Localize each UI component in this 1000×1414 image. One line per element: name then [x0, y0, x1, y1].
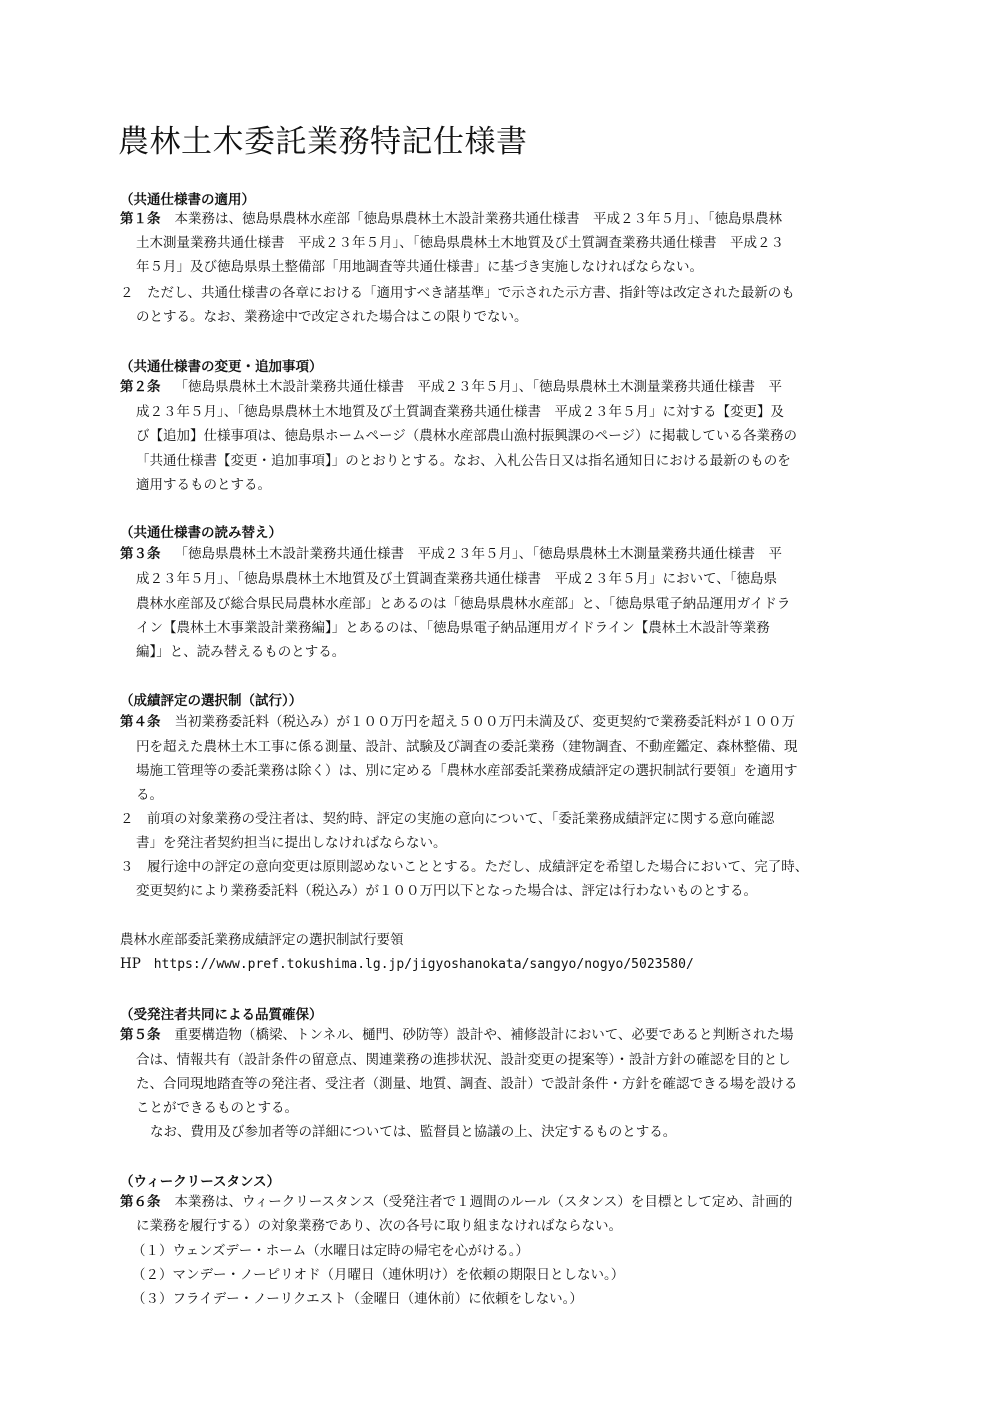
article-line: 第２条 「徳島県農林土木設計業務共通仕様書 平成２３年５月」、「徳島県農林土木測量業務共通仕様書 平 — [120, 379, 782, 395]
section-heading: （共通仕様書の適用） — [120, 192, 255, 208]
article-label: 第４条 — [120, 714, 161, 730]
paragraph-line: ２ 前項の対象業務の受注者は、契約時、評定の実施の意向について、「委託業務成績評定に関する意向確認 — [120, 811, 775, 827]
section-heading: （共通仕様書の読み替え） — [120, 525, 282, 541]
article-line: 成２３年５月」、「徳島県農林土木地質及び土質調査業務共通仕様書 平成２３年５月」に対する【変更】及 — [136, 404, 784, 420]
article-line: び【追加】仕様事項は、徳島県ホームページ（農林水産部農山漁村振興課のページ）に掲載している各業務の — [136, 428, 797, 444]
article-line: 場施工管理等の委託業務は除く）は、別に定める「農林水産部委託業務成績評定の選択制試行要領」を適用す — [136, 763, 798, 779]
list-item: （２）マンデー・ノーピリオド（月曜日（連休明け）を依頼の期限日としない。） — [132, 1267, 625, 1283]
article-line: 合は、情報共有（設計条件の留意点、関連業務の進捗状況、設計変更の提案等）・設計方針の確認を目的とし — [136, 1052, 791, 1068]
article-line: 第１条 本業務は、徳島県農林水産部「徳島県農林土木設計業務共通仕様書 平成２３年５月」、「徳島県農林 — [120, 211, 782, 227]
section-heading: （ウィークリースタンス） — [120, 1174, 281, 1190]
article-line: 第６条 本業務は、ウィークリースタンス（受発注者で１週間のルール（スタンス）を目標として定め、計画的 — [120, 1194, 793, 1210]
paragraph-line: ２ ただし、共通仕様書の各章における「適用すべき諸基準」で示された示方書、指針等は改定された最新のも — [120, 285, 795, 301]
article-label: 第５条 — [120, 1027, 161, 1043]
article-line: 第５条 重要構造物（橋梁、トンネル、樋門、砂防等）設計や、補修設計において、必要であると判断された場 — [120, 1027, 794, 1043]
paragraph-line: のとする。なお、業務途中で改定された場合はこの限りでない。 — [136, 309, 528, 325]
reference-link-line — [120, 954, 694, 976]
article-line: 第３条 「徳島県農林土木設計業務共通仕様書 平成２３年５月」、「徳島県農林土木測量業務共通仕様書 平 — [120, 546, 782, 562]
article-line: ことができるものとする。 — [136, 1100, 298, 1116]
article-line: た、合同現地踏査等の発注者、受注者（測量、地質、調査、設計）で設計条件・方針を確認できる場を設ける — [136, 1076, 798, 1092]
article-line: 円を超えた農林土木工事に係る測量、設計、試験及び調査の委託業務（建物調査、不動産鑑定、森林整備、現 — [136, 739, 798, 755]
article-line: 成２３年５月」、「徳島県農林土木地質及び土質調査業務共通仕様書 平成２３年５月」において、「徳島県 — [136, 571, 777, 587]
article-line: る。 — [136, 787, 163, 803]
article-line: 「共通仕様書【変更・追加事項】」のとおりとする。なお、入札公告日又は指名通知日における最新のものを — [136, 453, 791, 469]
article-line: 編】」と、読み替えるものとする。 — [136, 644, 346, 660]
reference-text: 農林水産部委託業務成績評定の選択制試行要領 — [120, 932, 404, 948]
article-label: 第１条 — [120, 211, 161, 227]
section-heading: （共通仕様書の変更・追加事項） — [120, 359, 323, 375]
article-label: 第６条 — [120, 1194, 161, 1210]
article-line: 第４条 当初業務委託料（税込み）が１００万円を超え５００万円未満及び、変更契約で業務委託料が１００万 — [120, 714, 795, 730]
hp-label: HP — [120, 956, 141, 972]
article-line: イン【農林土木事業設計業務編】」とあるのは、「徳島県電子納品運用ガイドライン【農林土木設計等業務 — [136, 620, 770, 636]
article-line: 適用するものとする。 — [136, 477, 271, 493]
article-line: 年５月」及び徳島県県土整備部「用地調査等共通仕様書」に基づき実施しなければならない。 — [136, 259, 703, 275]
section-heading: （受発注者共同による品質確保） — [120, 1007, 323, 1023]
list-item: （１）ウェンズデー・ホーム（水曜日は定時の帰宅を心がける。） — [132, 1243, 530, 1259]
paragraph-line: 変更契約により業務委託料（税込み）が１００万円以下となった場合は、評定は行わないものとする。 — [136, 883, 757, 899]
article-label: 第３条 — [120, 546, 161, 562]
paragraph-line: 書」を発注者契約担当に提出しなければならない。 — [136, 835, 447, 851]
paragraph-line: ３ 履行途中の評定の意向変更は原則認めないこととする。ただし、成績評定を希望した場合において、完了時、 — [120, 859, 809, 875]
article-line: 土木測量業務共通仕様書 平成２３年５月」、「徳島県農林土木地質及び土質調査業務共通仕様書 平成２３ — [136, 235, 784, 251]
section-heading: （成績評定の選択制（試行）） — [120, 693, 303, 709]
paragraph-line: なお、費用及び参加者等の詳細については、監督員と協議の上、決定するものとする。 — [150, 1124, 677, 1140]
reference-url-link[interactable]: https://www.pref.tokushima.lg.jp/jigyoshanokata/sangyo/nogyo/5023580/ — [153, 957, 694, 972]
article-line: 農林水産部及び総合県民局農林水産部」とあるのは「徳島県農林水産部」と、「徳島県電子納品運用ガイドラ — [136, 596, 791, 612]
list-item: （３）フライデー・ノーリクエスト（金曜日（連休前）に依頼をしない。） — [132, 1291, 583, 1307]
article-label: 第２条 — [120, 379, 161, 395]
article-line: に業務を履行する）の対象業務であり、次の各号に取り組まなければならない。 — [136, 1218, 622, 1234]
document-title: 農林土木委託業務特記仕様書 — [118, 124, 528, 160]
